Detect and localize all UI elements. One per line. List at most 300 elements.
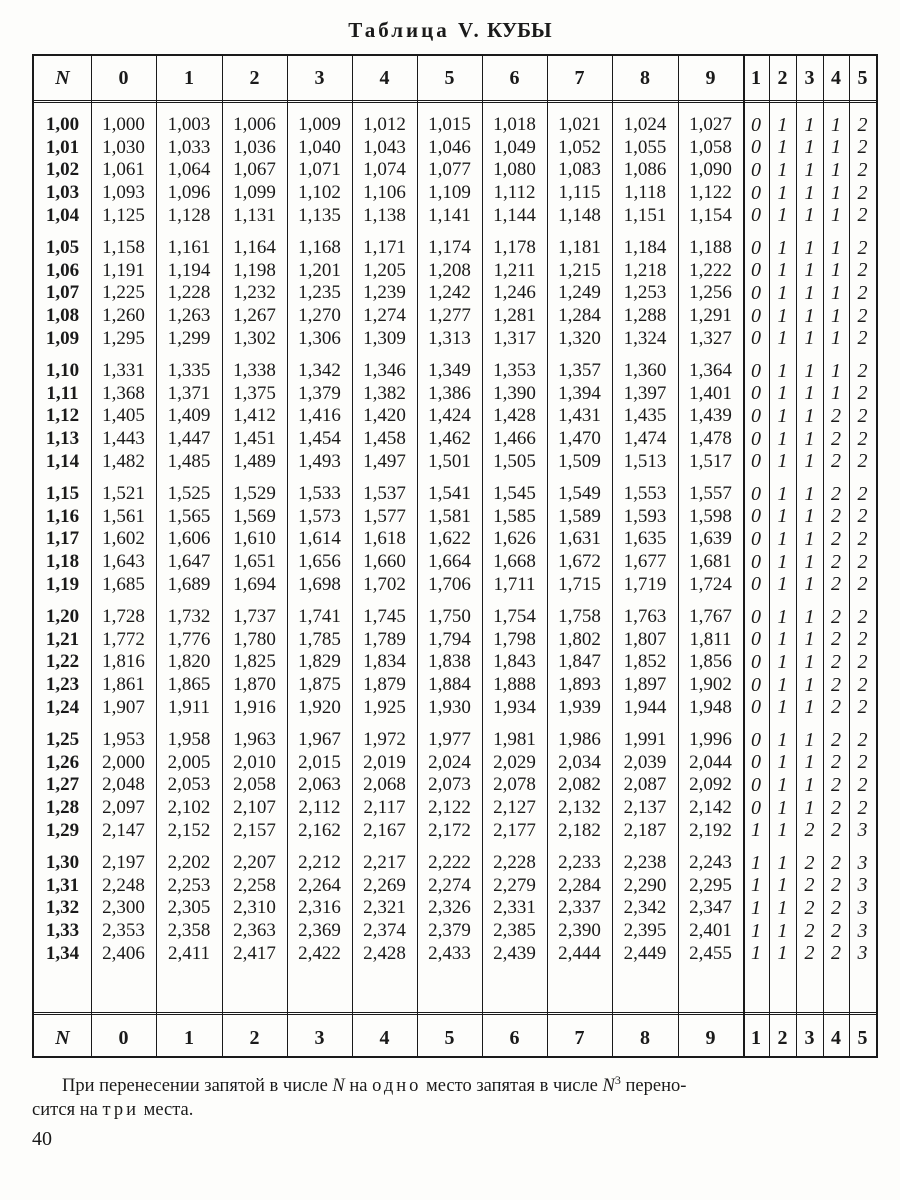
cube-value: 2,000 [102, 751, 145, 773]
cube-value: 1,317 [493, 327, 536, 349]
cube-value: 2,107 [233, 797, 276, 819]
table-row [34, 729, 876, 752]
cube-value: 1,208 [428, 259, 471, 281]
cube-value: 1,222 [689, 259, 732, 281]
cube-value: 1,879 [363, 674, 406, 696]
cube-value: 1,750 [428, 606, 471, 628]
cube-value: 1,569 [233, 505, 276, 527]
cube-value: 2,233 [558, 852, 601, 874]
cube-value: 2,369 [298, 920, 341, 942]
correction-value: 1 [804, 236, 815, 259]
correction-value: 1 [777, 728, 788, 751]
correction-value: 1 [804, 573, 815, 596]
correction-value: 3 [857, 819, 868, 842]
digit-column-header: 9 [705, 66, 716, 89]
cube-value: 1,485 [167, 450, 211, 472]
correction-value: 1 [804, 673, 815, 696]
cube-value: 1,626 [493, 528, 536, 550]
table-row [34, 450, 876, 473]
cube-value: 1,012 [363, 114, 406, 136]
correction-value: 2 [831, 427, 841, 450]
cube-value: 1,151 [623, 204, 667, 226]
correction-value: 1 [777, 896, 788, 919]
row-n-value: 1,24 [45, 696, 80, 718]
cube-value: 1,610 [233, 528, 276, 550]
digit-column-header: 8 [640, 1026, 650, 1049]
cube-value: 2,395 [623, 920, 667, 942]
cube-value: 1,537 [363, 483, 406, 505]
cube-value: 1,154 [689, 204, 732, 226]
cube-value: 1,643 [102, 551, 145, 573]
cube-value: 1,102 [298, 182, 341, 204]
correction-value: 2 [831, 773, 841, 796]
cube-value: 2,207 [233, 852, 276, 874]
cube-value: 1,462 [428, 428, 471, 450]
cube-value: 1,715 [558, 573, 601, 595]
footnote [32, 1068, 878, 1122]
correction-column-header: 3 [804, 1026, 815, 1049]
cube-value: 1,561 [102, 505, 145, 527]
correction-value: 1 [804, 136, 815, 159]
footer-row [34, 1016, 876, 1060]
correction-value: 1 [777, 181, 788, 204]
row-n-value: 1,30 [45, 852, 80, 874]
cube-value: 1,030 [102, 136, 145, 158]
table-row [34, 360, 876, 383]
cube-value: 1,598 [689, 505, 732, 527]
cube-value: 1,875 [298, 674, 341, 696]
cube-value: 2,202 [167, 852, 211, 874]
cube-value: 2,197 [102, 852, 145, 874]
correction-value: 2 [857, 650, 868, 673]
correction-value: 2 [857, 573, 868, 596]
cube-value: 1,631 [558, 528, 601, 550]
digit-column-header: 8 [640, 66, 650, 89]
correction-value: 2 [857, 527, 868, 550]
correction-value: 1 [777, 573, 788, 596]
cube-value: 2,078 [493, 774, 536, 796]
cube-value: 1,122 [689, 182, 732, 204]
correction-value: 3 [857, 851, 868, 874]
row-n-value: 1,05 [45, 237, 80, 259]
correction-value: 1 [804, 773, 815, 796]
cube-value: 1,741 [298, 606, 341, 628]
cube-value: 1,058 [689, 136, 732, 158]
cube-value: 1,394 [558, 382, 601, 404]
digit-column-header: 2 [249, 66, 260, 89]
cube-value: 1,049 [493, 136, 536, 158]
correction-value: 2 [857, 427, 868, 450]
cube-value: 2,177 [493, 819, 536, 841]
cube-value: 1,681 [689, 551, 732, 573]
n-column-header: N [55, 1026, 70, 1049]
cube-value: 1,711 [493, 573, 536, 595]
correction-value: 2 [831, 942, 841, 965]
cube-value: 2,264 [298, 874, 341, 896]
correction-value: 0 [751, 673, 761, 696]
cube-value: 2,444 [558, 942, 601, 964]
correction-value: 1 [804, 259, 815, 282]
cube-value: 2,152 [167, 819, 211, 841]
correction-value: 2 [857, 628, 868, 651]
correction-value: 1 [804, 427, 815, 450]
digit-column-header: 6 [509, 1026, 520, 1049]
cube-value: 1,115 [558, 182, 601, 204]
correction-value: 2 [831, 728, 841, 751]
correction-value: 1 [804, 281, 815, 304]
correction-value: 1 [777, 796, 788, 819]
cube-value: 2,379 [428, 920, 471, 942]
cube-value: 1,829 [298, 651, 341, 673]
cube-value: 1,897 [623, 674, 667, 696]
cube-value: 1,614 [298, 528, 341, 550]
correction-value: 2 [831, 673, 841, 696]
cube-value: 1,656 [298, 551, 341, 573]
correction-value: 1 [804, 728, 815, 751]
footnote-tri: три [102, 1100, 139, 1121]
cube-value: 1,689 [167, 573, 211, 595]
cube-value: 1,000 [102, 114, 145, 136]
cube-value: 1,458 [363, 428, 406, 450]
cube-value: 1,138 [363, 204, 406, 226]
correction-value: 0 [751, 281, 761, 304]
table-row [34, 305, 876, 328]
cube-value: 1,277 [428, 305, 471, 327]
n-column-header: N [55, 66, 70, 89]
footer-divider [34, 1012, 876, 1015]
correction-value: 0 [751, 236, 761, 259]
cube-value: 1,405 [102, 405, 145, 427]
cube-value: 1,349 [428, 360, 471, 382]
correction-value: 1 [751, 819, 761, 842]
cube-value: 2,073 [428, 774, 471, 796]
correction-value: 2 [857, 304, 868, 327]
correction-value: 2 [857, 796, 868, 819]
cube-value: 1,589 [558, 505, 601, 527]
cube-value: 1,647 [167, 551, 211, 573]
cube-value: 1,622 [428, 528, 471, 550]
correction-value: 0 [751, 113, 761, 136]
cube-value: 1,431 [558, 405, 601, 427]
cube-value: 1,545 [493, 483, 536, 505]
correction-column-header: 1 [751, 1026, 761, 1049]
correction-value: 2 [857, 181, 868, 204]
cube-value: 1,342 [298, 360, 341, 382]
correction-value: 1 [831, 204, 841, 227]
correction-value: 1 [751, 896, 761, 919]
row-n-value: 1,33 [45, 920, 80, 942]
table-row [34, 182, 876, 205]
correction-value: 1 [804, 450, 815, 473]
cube-value: 2,337 [558, 897, 601, 919]
table-row [34, 383, 876, 406]
cube-value: 1,698 [298, 573, 341, 595]
cube-value: 2,039 [623, 751, 667, 773]
cube-value: 1,246 [493, 282, 536, 304]
cube-value: 2,417 [233, 942, 276, 964]
cube-value: 1,745 [363, 606, 406, 628]
correction-column-header: 5 [857, 1026, 868, 1049]
footnote-text: на [344, 1076, 373, 1097]
cube-value: 1,009 [298, 114, 341, 136]
cube-value: 2,112 [298, 797, 341, 819]
cube-value: 2,238 [623, 852, 667, 874]
cube-value: 1,040 [298, 136, 341, 158]
cube-value: 2,097 [102, 797, 145, 819]
cube-value: 1,977 [428, 729, 471, 751]
cube-value: 1,128 [167, 204, 211, 226]
correction-value: 1 [777, 527, 788, 550]
cube-value: 2,269 [363, 874, 406, 896]
correction-value: 2 [831, 573, 841, 596]
correction-value: 3 [857, 942, 868, 965]
row-n-value: 1,16 [45, 505, 80, 527]
row-n-value: 1,34 [45, 942, 80, 964]
cube-value: 1,309 [363, 327, 406, 349]
cube-value: 2,082 [558, 774, 601, 796]
cube-value: 1,825 [233, 651, 276, 673]
cube-value: 1,482 [102, 450, 145, 472]
cube-value: 1,263 [167, 305, 211, 327]
cube-value: 1,043 [363, 136, 406, 158]
cube-value: 1,533 [298, 483, 341, 505]
row-n-value: 1,15 [45, 483, 80, 505]
correction-value: 1 [777, 874, 788, 897]
cube-value: 1,099 [233, 182, 276, 204]
correction-value: 1 [777, 404, 788, 427]
correction-value: 1 [804, 113, 815, 136]
cube-value: 1,635 [623, 528, 667, 550]
correction-value: 1 [804, 382, 815, 405]
cube-value: 1,274 [363, 305, 406, 327]
correction-value: 0 [751, 450, 761, 473]
cube-value: 1,390 [493, 382, 536, 404]
cube-value: 1,639 [689, 528, 732, 550]
cube-value: 1,981 [493, 729, 536, 751]
correction-value: 2 [857, 136, 868, 159]
cube-value: 1,382 [363, 382, 406, 404]
cube-value: 1,027 [689, 114, 732, 136]
correction-value: 1 [777, 259, 788, 282]
row-n-value: 1,14 [45, 450, 80, 472]
table-row [34, 942, 876, 965]
cube-value: 1,447 [167, 428, 211, 450]
cube-value: 2,092 [689, 774, 732, 796]
correction-value: 2 [831, 919, 841, 942]
table-row [34, 405, 876, 428]
correction-value: 1 [804, 505, 815, 528]
cube-value: 1,211 [493, 259, 536, 281]
correction-value: 0 [751, 505, 761, 528]
cube-value: 1,925 [363, 696, 406, 718]
cube-value: 1,364 [689, 360, 732, 382]
correction-value: 0 [751, 605, 761, 628]
footnote-odno: одно [372, 1076, 422, 1097]
cube-value: 1,902 [689, 674, 732, 696]
cube-value: 2,024 [428, 751, 471, 773]
correction-value: 1 [777, 450, 788, 473]
cube-value: 1,080 [493, 159, 536, 181]
cube-value: 1,944 [623, 696, 667, 718]
correction-value: 2 [831, 696, 841, 719]
title-name: КУБЫ [486, 18, 552, 42]
cube-value: 1,201 [298, 259, 341, 281]
row-n-value: 1,22 [45, 651, 80, 673]
cube-value: 1,728 [102, 606, 145, 628]
table-title [0, 18, 900, 43]
title-prefix: Таблица V. [348, 18, 482, 42]
correction-value: 1 [777, 851, 788, 874]
correction-value: 1 [804, 550, 815, 573]
cube-value: 1,953 [102, 729, 145, 751]
cube-value: 2,422 [298, 942, 341, 964]
cube-value: 1,865 [167, 674, 211, 696]
table-row [34, 752, 876, 775]
correction-value: 0 [751, 259, 761, 282]
cube-value: 1,003 [167, 114, 211, 136]
cube-value: 1,067 [233, 159, 276, 181]
correction-value: 0 [751, 628, 761, 651]
digit-column-header: 1 [184, 1026, 194, 1049]
cube-value: 2,029 [493, 751, 536, 773]
correction-value: 2 [857, 505, 868, 528]
cube-value: 1,313 [428, 327, 471, 349]
correction-value: 1 [804, 628, 815, 651]
cube-value: 1,360 [623, 360, 667, 382]
cube-value: 1,074 [363, 159, 406, 181]
cube-value: 2,310 [233, 897, 276, 919]
cube-value: 1,920 [298, 696, 341, 718]
cube-value: 1,685 [102, 573, 145, 595]
cube-value: 1,018 [493, 114, 536, 136]
cube-value: 1,573 [298, 505, 341, 527]
cube-value: 1,602 [102, 528, 145, 550]
cube-value: 2,162 [298, 819, 341, 841]
correction-value: 2 [857, 773, 868, 796]
cube-value: 1,435 [623, 405, 667, 427]
correction-value: 2 [857, 404, 868, 427]
correction-value: 1 [777, 919, 788, 942]
cube-value: 1,694 [233, 573, 276, 595]
cube-value: 1,194 [167, 259, 211, 281]
cube-value: 1,606 [167, 528, 211, 550]
cube-value: 1,125 [102, 204, 145, 226]
table-row [34, 696, 876, 719]
correction-value: 0 [751, 204, 761, 227]
row-n-value: 1,08 [45, 305, 80, 327]
cube-value: 1,565 [167, 505, 211, 527]
correction-value: 3 [857, 896, 868, 919]
cube-value: 1,789 [363, 628, 406, 650]
cube-value: 1,024 [623, 114, 667, 136]
cube-value: 2,005 [167, 751, 211, 773]
cube-value: 1,856 [689, 651, 732, 673]
row-n-value: 1,04 [45, 204, 80, 226]
cube-value: 2,284 [558, 874, 601, 896]
cube-value: 1,798 [493, 628, 536, 650]
cube-value: 1,052 [558, 136, 601, 158]
cube-value: 1,420 [363, 405, 406, 427]
correction-value: 2 [831, 796, 841, 819]
cube-value: 2,228 [493, 852, 536, 874]
cube-value: 2,122 [428, 797, 471, 819]
cube-value: 2,279 [493, 874, 536, 896]
cube-value: 1,497 [363, 450, 406, 472]
cube-value: 1,577 [363, 505, 406, 527]
correction-value: 2 [857, 113, 868, 136]
digit-column-header: 0 [118, 1026, 129, 1049]
cube-value: 1,838 [428, 651, 471, 673]
cube-value: 1,242 [428, 282, 471, 304]
cube-value: 2,248 [102, 874, 145, 896]
correction-value: 2 [857, 605, 868, 628]
correction-value: 1 [831, 259, 841, 282]
cube-value: 1,061 [102, 159, 145, 181]
cube-value: 1,843 [493, 651, 536, 673]
correction-value: 1 [831, 136, 841, 159]
correction-value: 1 [777, 359, 788, 382]
correction-value: 1 [777, 204, 788, 227]
cube-value: 2,053 [167, 774, 211, 796]
correction-value: 1 [804, 404, 815, 427]
cube-value: 1,368 [102, 382, 145, 404]
row-n-value: 1,31 [45, 874, 80, 896]
correction-value: 1 [777, 482, 788, 505]
correction-value: 0 [751, 573, 761, 596]
correction-value: 2 [857, 696, 868, 719]
correction-value: 1 [777, 751, 788, 774]
cube-value: 2,406 [102, 942, 145, 964]
correction-value: 1 [804, 605, 815, 628]
cube-value: 1,996 [689, 729, 732, 751]
correction-value: 2 [831, 628, 841, 651]
row-n-value: 1,07 [45, 282, 80, 304]
correction-value: 2 [831, 650, 841, 673]
correction-value: 2 [831, 450, 841, 473]
cube-value: 1,934 [493, 696, 536, 718]
correction-value: 0 [751, 696, 761, 719]
cube-value: 2,455 [689, 942, 732, 964]
cube-value: 1,911 [167, 696, 211, 718]
cube-value: 1,439 [689, 405, 732, 427]
correction-value: 0 [751, 181, 761, 204]
row-n-value: 1,09 [45, 327, 80, 349]
table-row [34, 204, 876, 227]
page-number: 40 [32, 1128, 52, 1150]
cube-value: 1,239 [363, 282, 406, 304]
digit-column-header: 1 [184, 66, 194, 89]
table-row [34, 282, 876, 305]
cube-value: 1,521 [102, 483, 145, 505]
cube-value: 1,225 [102, 282, 145, 304]
cube-value: 2,167 [363, 819, 406, 841]
table-row [34, 920, 876, 943]
row-n-value: 1,20 [45, 606, 80, 628]
correction-value: 1 [777, 158, 788, 181]
cube-value: 2,428 [363, 942, 406, 964]
row-n-value: 1,18 [45, 551, 80, 573]
correction-value: 1 [804, 304, 815, 327]
cube-value: 1,191 [102, 259, 145, 281]
cube-value: 1,816 [102, 651, 145, 673]
digit-column-header: 7 [574, 66, 585, 89]
row-n-value: 1,11 [46, 382, 79, 404]
digit-column-header: 0 [118, 66, 129, 89]
correction-value: 2 [804, 874, 815, 897]
cube-value: 1,525 [167, 483, 211, 505]
cube-value: 1,064 [167, 159, 211, 181]
correction-value: 1 [804, 751, 815, 774]
